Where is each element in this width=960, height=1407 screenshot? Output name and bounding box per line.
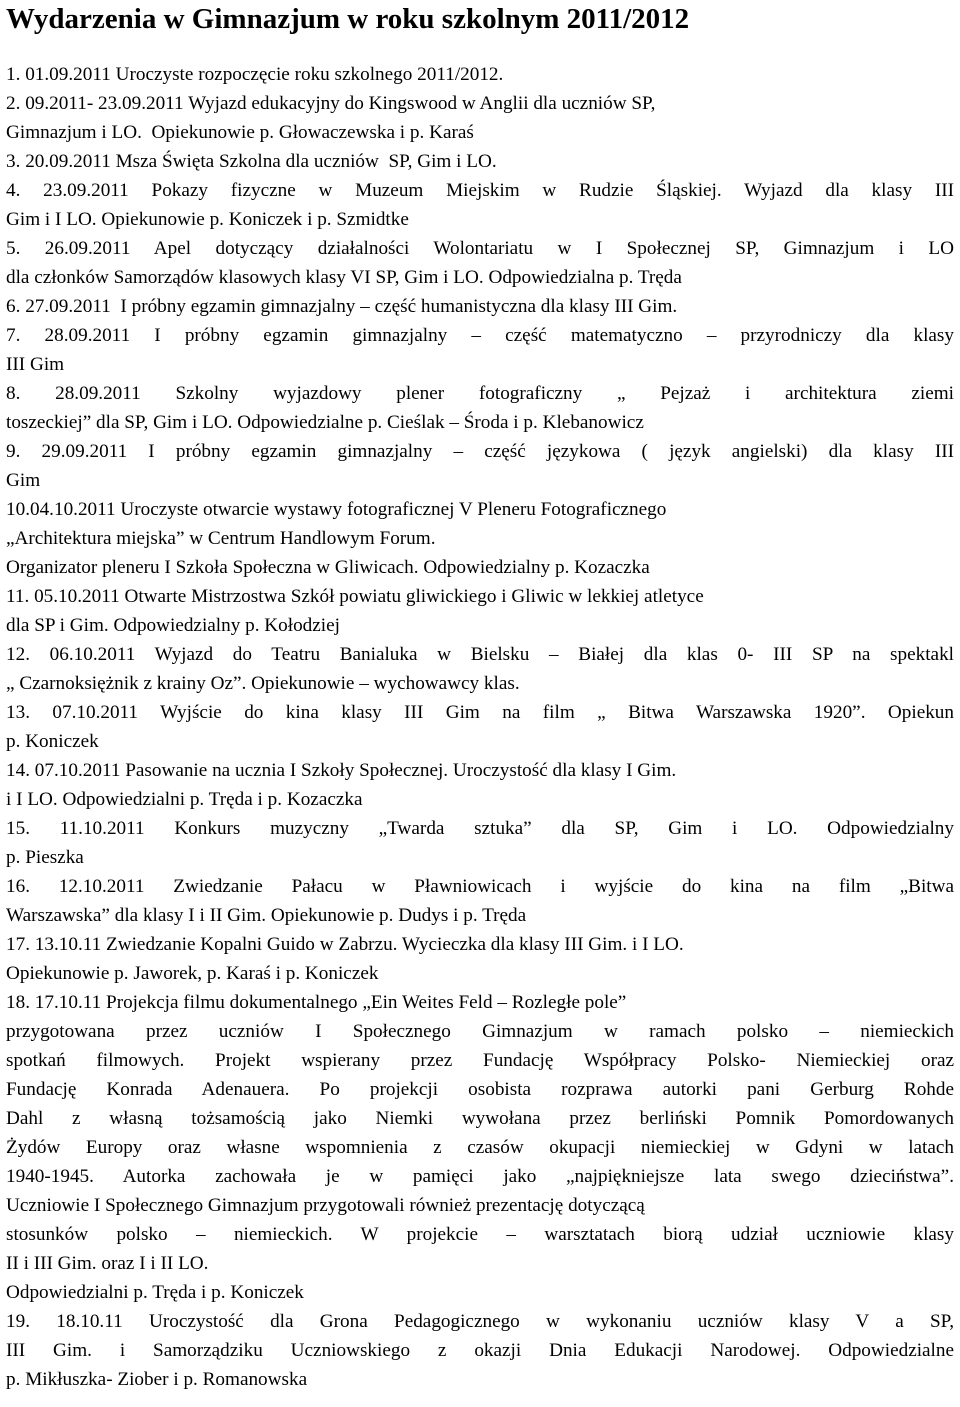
text-line: dla członków Samorządów klasowych klasy VI SP, Gim i LO. Odpowiedzialna p. Tręda: [6, 267, 682, 288]
text-line: 15. 11.10.2011 Konkurs muzyczny „Twarda sztuka” dla SP, Gim i LO. Odpowiedzialny: [6, 818, 954, 839]
text-line: 5. 26.09.2011 Apel dotyczący działalności Wolontariatu w I Społecznej SP, Gimnazjum i LO: [6, 238, 954, 259]
text-line: 1940-1945. Autorka zachowała je w pamięci jako „najpiękniejsze lata swego dzieciństwa”.: [6, 1166, 954, 1187]
text-line: 2. 09.2011- 23.09.2011 Wyjazd edukacyjny do Kingswood w Anglii dla uczniów SP,: [6, 93, 656, 114]
text-line: p. Koniczek: [6, 731, 99, 752]
text-line: III Gim: [6, 354, 65, 375]
text-line: 10.04.10.2011 Uroczyste otwarcie wystawy fotograficznej V Pleneru Fotograficznego: [6, 499, 667, 520]
text-line: p. Pieszka: [6, 847, 84, 868]
text-line: i I LO. Odpowiedzialni p. Tręda i p. Kozaczka: [6, 789, 363, 810]
text-line: 18. 17.10.11 Projekcja filmu dokumentalnego „Ein Weites Feld – Rozległe pole”: [6, 992, 627, 1013]
text-line: Organizator pleneru I Szkoła Społeczna w Gliwicach. Odpowiedzialny p. Kozaczka: [6, 557, 650, 578]
text-line: „ Czarnoksiężnik z krainy Oz”. Opiekunowie – wychowawcy klas.: [6, 673, 520, 694]
text-line: Dahl z własną tożsamością jako Niemki wywołana przez berliński Pomnik Pomordowanych: [6, 1108, 954, 1129]
text-line: p. Mikłuszka- Ziober i p. Romanowska: [6, 1369, 308, 1390]
text-line: spotkań filmowych. Projekt wspierany przez Fundację Współpracy Polsko- Niemieckiej oraz: [6, 1050, 954, 1071]
text-line: Odpowiedzialni p. Tręda i p. Koniczek: [6, 1282, 304, 1303]
text-line: toszeckiej” dla SP, Gim i LO. Odpowiedzialne p. Cieślak – Środa i p. Klebanowicz: [6, 412, 644, 433]
text-line: Gim i I LO. Opiekunowie p. Koniczek i p. Szmidtke: [6, 209, 409, 230]
text-line: Gim: [6, 470, 41, 491]
text-line: 12. 06.10.2011 Wyjazd do Teatru Banialuka w Bielsku – Białej dla klas 0- III SP na spektakl: [6, 644, 954, 665]
text-line: Fundację Konrada Adenauera. Po projekcji osobista rozprawa autorki pani Gerburg Rohde: [6, 1079, 954, 1100]
text-line: „Architektura miejska” w Centrum Handlowym Forum.: [6, 528, 436, 549]
text-line: Uczniowie I Społecznego Gimnazjum przygotowali również prezentację dotyczącą: [6, 1195, 645, 1216]
text-line: 11. 05.10.2011 Otwarte Mistrzostwa Szkół powiatu gliwickiego i Gliwic w lekkiej atletyce: [6, 586, 704, 607]
text-line: 1. 01.09.2011 Uroczyste rozpoczęcie roku szkolnego 2011/2012.: [6, 64, 504, 85]
text-line: 14. 07.10.2011 Pasowanie na ucznia I Szkoły Społecznej. Uroczystość dla klasy I Gim.: [6, 760, 677, 781]
text-line: 13. 07.10.2011 Wyjście do kina klasy III Gim na film „ Bitwa Warszawska 1920”. Opiekun: [6, 702, 954, 723]
document-title: Wydarzenia w Gimnazjum w roku szkolnym 2011/2012: [6, 3, 690, 35]
text-line: 8. 28.09.2011 Szkolny wyjazdowy plener fotograficzny „ Pejzaż i architektura ziemi: [6, 383, 954, 404]
text-line: przygotowana przez uczniów I Społecznego Gimnazjum w ramach polsko – niemieckich: [6, 1021, 954, 1042]
text-line: 19. 18.10.11 Uroczystość dla Grona Pedagogicznego w wykonaniu uczniów klasy V a SP,: [6, 1311, 954, 1332]
text-line: Warszawska” dla klasy I i II Gim. Opiekunowie p. Dudys i p. Tręda: [6, 905, 527, 926]
text-line: II i III Gim. oraz I i II LO.: [6, 1253, 209, 1274]
text-line: 3. 20.09.2011 Msza Święta Szkolna dla uczniów SP, Gim i LO.: [6, 151, 497, 172]
text-line: 16. 12.10.2011 Zwiedzanie Pałacu w Pławniowicach i wyjście do kina na film „Bitwa: [6, 876, 954, 897]
text-line: dla SP i Gim. Odpowiedzialny p. Kołodziej: [6, 615, 340, 636]
text-line: 4. 23.09.2011 Pokazy fizyczne w Muzeum Miejskim w Rudzie Śląskiej. Wyjazd dla klasy III: [6, 180, 954, 201]
text-line: Gimnazjum i LO. Opiekunowie p. Głowaczewska i p. Karaś: [6, 122, 474, 143]
text-line: 17. 13.10.11 Zwiedzanie Kopalni Guido w Zabrzu. Wycieczka dla klasy III Gim. i I LO.: [6, 934, 684, 955]
text-line: stosunków polsko – niemieckich. W projekcie – warsztatach biorą udział uczniowie klasy: [6, 1224, 954, 1245]
text-line: 6. 27.09.2011 I próbny egzamin gimnazjalny – część humanistyczna dla klasy III Gim.: [6, 296, 678, 317]
text-line: 7. 28.09.2011 I próbny egzamin gimnazjalny – część matematyczno – przyrodniczy dla klasy: [6, 325, 954, 346]
text-line: 9. 29.09.2011 I próbny egzamin gimnazjalny – część językowa ( język angielski) dla klasy III: [6, 441, 954, 462]
text-line: Żydów Europy oraz własne wspomnienia z czasów okupacji niemieckiej w Gdyni w latach: [6, 1137, 954, 1158]
text-line: III Gim. i Samorządziku Uczniowskiego z okazji Dnia Edukacji Narodowej. Odpowiedzialne: [6, 1340, 954, 1361]
text-line: Opiekunowie p. Jaworek, p. Karaś i p. Koniczek: [6, 963, 379, 984]
document-body: [6, 60, 954, 1394]
